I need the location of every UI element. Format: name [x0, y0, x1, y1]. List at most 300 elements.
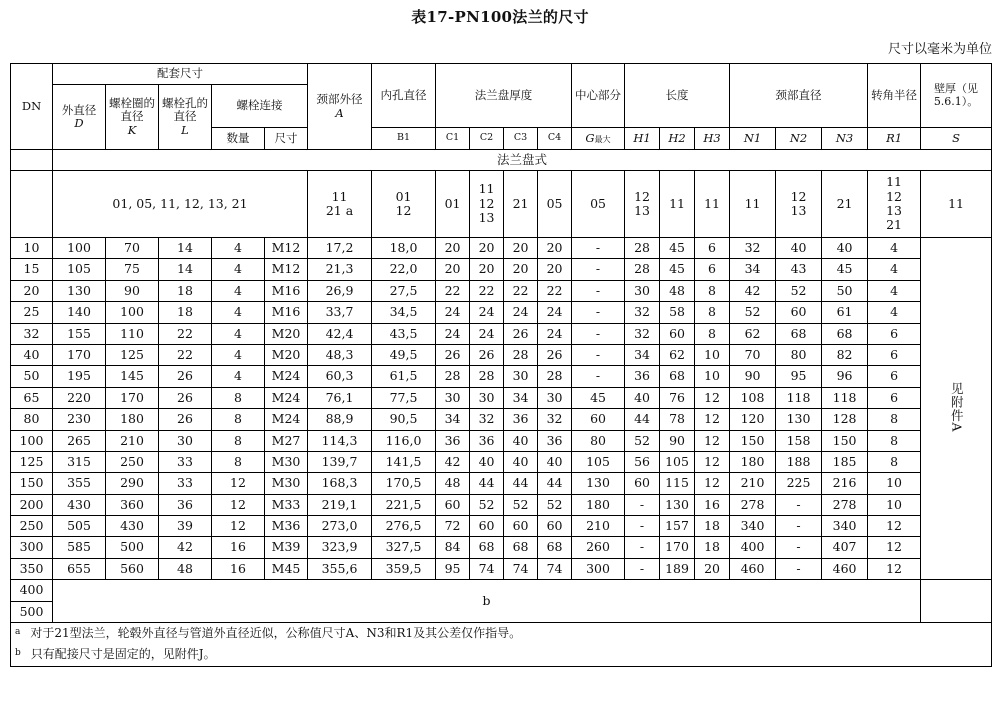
- value-cell: 6: [695, 259, 730, 280]
- value-cell: -: [572, 302, 625, 323]
- value-cell: 80: [572, 430, 625, 451]
- value-cell: 61: [822, 302, 868, 323]
- value-cell: 118: [822, 387, 868, 408]
- value-cell: M16: [265, 280, 308, 301]
- value-cell: 24: [504, 302, 538, 323]
- types-c2: [470, 171, 504, 238]
- value-cell: -: [625, 516, 660, 537]
- value-cell: 30: [625, 280, 660, 301]
- value-cell: M30: [265, 473, 308, 494]
- value-cell: 430: [106, 516, 159, 537]
- value-cell: 40: [538, 451, 572, 472]
- value-cell: 30: [470, 387, 504, 408]
- footnote-b-mark: b: [15, 648, 21, 659]
- value-cell: M24: [265, 409, 308, 430]
- value-cell: 36: [470, 430, 504, 451]
- wall-see-annex-a: [921, 238, 992, 580]
- value-cell: 70: [730, 344, 776, 365]
- table-row: [11, 494, 992, 515]
- h1-header: H1: [625, 128, 660, 150]
- bolt-circle-sym: K: [127, 122, 137, 137]
- value-cell: 60: [572, 409, 625, 430]
- value-cell: 26: [159, 387, 212, 408]
- value-cell: 20: [504, 238, 538, 259]
- value-cell: 78: [660, 409, 695, 430]
- value-cell: 34,5: [372, 302, 436, 323]
- value-cell: 8: [212, 451, 265, 472]
- value-cell: 40: [625, 387, 660, 408]
- footnote-a-text: 对于21型法兰，轮毂外直径与管道外直径近似，公称值尺寸A、N3和R1及其公差仅作指导。: [30, 625, 522, 640]
- value-cell: 116,0: [372, 430, 436, 451]
- value-cell: 430: [53, 494, 106, 515]
- neck-od-header: [308, 64, 372, 150]
- value-cell: 42,4: [308, 323, 372, 344]
- value-cell: 40: [504, 430, 538, 451]
- value-cell: 90: [660, 430, 695, 451]
- value-cell: 108: [730, 387, 776, 408]
- types-n2-1: 12: [790, 188, 807, 204]
- value-cell: 216: [822, 473, 868, 494]
- value-cell: 340: [730, 516, 776, 537]
- value-cell: 225: [776, 473, 822, 494]
- center-sym-sub: 最大: [594, 134, 611, 144]
- value-cell: 4: [212, 302, 265, 323]
- value-cell: 120: [730, 409, 776, 430]
- value-cell: 50: [822, 280, 868, 301]
- unit-note: 尺寸以毫米为单位: [887, 42, 992, 57]
- value-cell: 96: [822, 366, 868, 387]
- wall-header: 壁厚（见5.6.1）。: [921, 64, 992, 128]
- value-cell: 16: [695, 494, 730, 515]
- types-n3: 21: [822, 171, 868, 238]
- center-sym: [572, 128, 625, 150]
- value-cell: 260: [572, 537, 625, 558]
- h3-header: H3: [695, 128, 730, 150]
- types-bore-2: 12: [395, 203, 412, 218]
- value-cell: 32: [730, 238, 776, 259]
- outer-diameter-label: 外直径: [61, 102, 97, 117]
- table-row: [11, 558, 992, 579]
- value-cell: 33: [159, 473, 212, 494]
- value-cell: 655: [53, 558, 106, 579]
- value-cell: M39: [265, 537, 308, 558]
- value-cell: M24: [265, 366, 308, 387]
- value-cell: 44: [625, 409, 660, 430]
- value-cell: 36: [159, 494, 212, 515]
- value-cell: 26: [159, 366, 212, 387]
- table-row: [11, 451, 992, 472]
- value-cell: 110: [106, 323, 159, 344]
- table-row: [11, 280, 992, 301]
- value-cell: 170: [53, 344, 106, 365]
- types-n1: 11: [730, 171, 776, 238]
- value-cell: 278: [730, 494, 776, 515]
- center-header: 中心部分: [572, 64, 625, 128]
- footnote-b-row: [11, 645, 992, 667]
- value-cell: 355: [53, 473, 106, 494]
- value-cell: 460: [730, 558, 776, 579]
- value-cell: -: [625, 537, 660, 558]
- value-cell: 18: [695, 516, 730, 537]
- value-cell: 265: [53, 430, 106, 451]
- value-cell: 44: [538, 473, 572, 494]
- neck-diameter-header: 颈部直径: [730, 64, 868, 128]
- value-cell: 210: [730, 473, 776, 494]
- value-cell: 74: [538, 558, 572, 579]
- value-cell: 88,9: [308, 409, 372, 430]
- value-cell: 42: [730, 280, 776, 301]
- value-cell: 460: [822, 558, 868, 579]
- value-cell: 68: [822, 323, 868, 344]
- value-cell: 72: [436, 516, 470, 537]
- outer-diameter-header: [53, 85, 106, 150]
- value-cell: 49,5: [372, 344, 436, 365]
- value-cell: 43: [776, 259, 822, 280]
- value-cell: 180: [730, 451, 776, 472]
- value-cell: 360: [106, 494, 159, 515]
- value-cell: 30: [504, 366, 538, 387]
- dn-header: DN: [11, 64, 53, 150]
- value-cell: 70: [106, 238, 159, 259]
- value-cell: 4: [212, 238, 265, 259]
- value-cell: 6: [868, 344, 921, 365]
- value-cell: -: [776, 558, 822, 579]
- value-cell: 21,3: [308, 259, 372, 280]
- value-cell: 114,3: [308, 430, 372, 451]
- dn-cell: 150: [11, 473, 53, 494]
- table-row: [11, 302, 992, 323]
- value-cell: 250: [106, 451, 159, 472]
- types-c2-1: 11: [478, 181, 495, 197]
- value-cell: 40: [776, 238, 822, 259]
- value-cell: 20: [470, 259, 504, 280]
- value-cell: 125: [106, 344, 159, 365]
- value-cell: -: [776, 494, 822, 515]
- value-cell: 20: [436, 238, 470, 259]
- value-cell: 27,5: [372, 280, 436, 301]
- value-cell: 20: [504, 259, 538, 280]
- value-cell: 4: [212, 366, 265, 387]
- value-cell: 36: [538, 430, 572, 451]
- bore-header: 内孔直径: [372, 64, 436, 128]
- value-cell: 14: [159, 259, 212, 280]
- value-cell: 158: [776, 430, 822, 451]
- value-cell: 26: [538, 344, 572, 365]
- value-cell: 189: [660, 558, 695, 579]
- value-cell: 61,5: [372, 366, 436, 387]
- types-r1-3: 13: [886, 203, 903, 218]
- value-cell: 278: [822, 494, 868, 515]
- dn-cell: 65: [11, 387, 53, 408]
- value-cell: 4: [212, 323, 265, 344]
- value-cell: 4: [212, 259, 265, 280]
- value-cell: 28: [470, 366, 504, 387]
- value-cell: 210: [106, 430, 159, 451]
- value-cell: 6: [695, 238, 730, 259]
- value-cell: 39: [159, 516, 212, 537]
- value-cell: 355,6: [308, 558, 372, 579]
- flange-thickness-header: 法兰盘厚度: [436, 64, 572, 128]
- table-row: [11, 323, 992, 344]
- value-cell: 22: [159, 323, 212, 344]
- footnote-a: [11, 623, 992, 645]
- types-neck-2-val: 21: [325, 203, 342, 218]
- value-cell: 68: [538, 537, 572, 558]
- value-cell: 8: [695, 302, 730, 323]
- value-cell: 24: [436, 323, 470, 344]
- value-cell: 6: [868, 387, 921, 408]
- value-cell: 68: [776, 323, 822, 344]
- value-cell: 42: [159, 537, 212, 558]
- value-cell: 18,0: [372, 238, 436, 259]
- value-cell: 75: [106, 259, 159, 280]
- types-c2-3: 13: [478, 210, 495, 226]
- table-row: [11, 387, 992, 408]
- value-cell: 180: [572, 494, 625, 515]
- value-cell: 100: [106, 302, 159, 323]
- value-cell: 52: [730, 302, 776, 323]
- value-cell: 170: [660, 537, 695, 558]
- value-cell: 185: [822, 451, 868, 472]
- value-cell: 505: [53, 516, 106, 537]
- value-cell: 28: [625, 238, 660, 259]
- neck-od-sym: A: [335, 105, 344, 120]
- value-cell: 20: [470, 238, 504, 259]
- types-h1-2: 13: [634, 203, 650, 218]
- value-cell: 290: [106, 473, 159, 494]
- value-cell: 155: [53, 323, 106, 344]
- value-cell: M12: [265, 238, 308, 259]
- value-cell: 150: [822, 430, 868, 451]
- value-cell: 95: [776, 366, 822, 387]
- value-cell: -: [572, 323, 625, 344]
- value-cell: 12: [212, 516, 265, 537]
- h2-header: H2: [660, 128, 695, 150]
- value-cell: 95: [436, 558, 470, 579]
- dn-type-codes-spacer: [11, 171, 53, 238]
- value-cell: 12: [212, 494, 265, 515]
- value-cell: 170,5: [372, 473, 436, 494]
- value-cell: 300: [572, 558, 625, 579]
- value-cell: 16: [212, 537, 265, 558]
- dn-cell: 40: [11, 344, 53, 365]
- value-cell: 33,7: [308, 302, 372, 323]
- value-cell: 24: [538, 323, 572, 344]
- footnote-b: [11, 645, 992, 667]
- value-cell: 32: [538, 409, 572, 430]
- value-cell: 8: [212, 430, 265, 451]
- value-cell: 100: [53, 238, 106, 259]
- types-h1-1: 12: [634, 188, 650, 204]
- value-cell: 6: [868, 323, 921, 344]
- value-cell: 585: [53, 537, 106, 558]
- value-cell: 22,0: [372, 259, 436, 280]
- r1-header: R1: [868, 128, 921, 150]
- table-row: [11, 409, 992, 430]
- value-cell: 130: [572, 473, 625, 494]
- value-cell: 273,0: [308, 516, 372, 537]
- value-cell: 30: [159, 430, 212, 451]
- value-cell: 26: [436, 344, 470, 365]
- value-cell: 90: [106, 280, 159, 301]
- flange-type-header: 法兰盘式: [53, 150, 992, 171]
- dn-cell: 32: [11, 323, 53, 344]
- value-cell: 210: [572, 516, 625, 537]
- table-row: [11, 516, 992, 537]
- value-cell: 180: [106, 409, 159, 430]
- value-cell: 36: [504, 409, 538, 430]
- bolt-connection-header: 螺栓连接: [212, 85, 308, 128]
- value-cell: 14: [159, 238, 212, 259]
- dn-cell: 200: [11, 494, 53, 515]
- dn-cell: 50: [11, 366, 53, 387]
- value-cell: 276,5: [372, 516, 436, 537]
- value-cell: 130: [53, 280, 106, 301]
- value-cell: 115: [660, 473, 695, 494]
- c3-header: C3: [504, 128, 538, 150]
- value-cell: 26: [504, 323, 538, 344]
- value-cell: M12: [265, 259, 308, 280]
- value-cell: 22: [504, 280, 538, 301]
- value-cell: 36: [625, 366, 660, 387]
- value-cell: 22: [436, 280, 470, 301]
- value-cell: 52: [538, 494, 572, 515]
- types-c1: 01: [436, 171, 470, 238]
- bolt-hole-label: 螺栓孔的直径: [162, 96, 208, 124]
- table-row: [11, 238, 992, 259]
- value-cell: 340: [822, 516, 868, 537]
- dn-400: 400: [11, 580, 53, 601]
- value-cell: 26: [159, 409, 212, 430]
- value-cell: 74: [470, 558, 504, 579]
- value-cell: 56: [625, 451, 660, 472]
- value-cell: 33: [159, 451, 212, 472]
- value-cell: 52: [470, 494, 504, 515]
- table-row: [11, 430, 992, 451]
- value-cell: M30: [265, 451, 308, 472]
- value-cell: 10: [695, 366, 730, 387]
- flange-dimension-table: [10, 63, 992, 667]
- value-cell: 130: [776, 409, 822, 430]
- dn-cell: 10: [11, 238, 53, 259]
- dn-cell: 250: [11, 516, 53, 537]
- dn-cell: 125: [11, 451, 53, 472]
- table-row: [11, 259, 992, 280]
- value-cell: 500: [106, 537, 159, 558]
- value-cell: 32: [625, 323, 660, 344]
- dn-cell: 20: [11, 280, 53, 301]
- value-cell: 230: [53, 409, 106, 430]
- value-cell: 188: [776, 451, 822, 472]
- value-cell: 157: [660, 516, 695, 537]
- dn-cell: 15: [11, 259, 53, 280]
- value-cell: 62: [730, 323, 776, 344]
- type-codes-row: [11, 171, 992, 238]
- dn-cell: 25: [11, 302, 53, 323]
- value-cell: 12: [695, 387, 730, 408]
- value-cell: 28: [504, 344, 538, 365]
- value-cell: 8: [695, 280, 730, 301]
- mating-group-header: 配套尺寸: [53, 64, 308, 85]
- value-cell: 45: [660, 238, 695, 259]
- value-cell: M33: [265, 494, 308, 515]
- value-cell: 8: [868, 451, 921, 472]
- bolt-size-header: 尺寸: [265, 128, 308, 150]
- dn-500: 500: [11, 601, 53, 622]
- value-cell: 60: [436, 494, 470, 515]
- value-cell: 168,3: [308, 473, 372, 494]
- value-cell: 8: [868, 409, 921, 430]
- value-cell: 84: [436, 537, 470, 558]
- value-cell: 195: [53, 366, 106, 387]
- value-cell: 48: [436, 473, 470, 494]
- value-cell: 12: [695, 451, 730, 472]
- value-cell: 30: [538, 387, 572, 408]
- value-cell: 52: [625, 430, 660, 451]
- value-cell: 407: [822, 537, 868, 558]
- value-cell: 48: [159, 558, 212, 579]
- value-cell: -: [776, 537, 822, 558]
- value-cell: 34: [436, 409, 470, 430]
- value-cell: -: [625, 558, 660, 579]
- value-cell: 10: [695, 344, 730, 365]
- types-c3: 21: [504, 171, 538, 238]
- value-cell: 74: [504, 558, 538, 579]
- value-cell: 24: [436, 302, 470, 323]
- header-row-1: [11, 64, 992, 85]
- value-cell: 18: [695, 537, 730, 558]
- table-row: [11, 473, 992, 494]
- value-cell: 8: [212, 387, 265, 408]
- types-r1-4: 21: [886, 217, 903, 233]
- value-cell: M20: [265, 344, 308, 365]
- value-cell: -: [572, 259, 625, 280]
- value-cell: 40: [822, 238, 868, 259]
- value-cell: -: [572, 238, 625, 259]
- value-cell: 359,5: [372, 558, 436, 579]
- length-header: 长度: [625, 64, 730, 128]
- value-cell: 4: [868, 280, 921, 301]
- types-h2: 11: [660, 171, 695, 238]
- neck-od-label: 颈部外径: [316, 92, 363, 107]
- value-cell: 24: [470, 302, 504, 323]
- value-cell: 560: [106, 558, 159, 579]
- value-cell: 58: [660, 302, 695, 323]
- extra-note-b: b: [53, 580, 921, 623]
- value-cell: 323,9: [308, 537, 372, 558]
- value-cell: 52: [776, 280, 822, 301]
- value-cell: M36: [265, 516, 308, 537]
- value-cell: 34: [625, 344, 660, 365]
- value-cell: 4: [868, 302, 921, 323]
- value-cell: 139,7: [308, 451, 372, 472]
- value-cell: 12: [695, 430, 730, 451]
- value-cell: 20: [538, 259, 572, 280]
- types-g: 05: [572, 171, 625, 238]
- value-cell: 90,5: [372, 409, 436, 430]
- bolt-circle-header: [106, 85, 159, 150]
- value-cell: 48: [660, 280, 695, 301]
- n3-header: N3: [822, 128, 868, 150]
- n1-header: N1: [730, 128, 776, 150]
- types-r1-2: 12: [886, 188, 903, 204]
- value-cell: 221,5: [372, 494, 436, 515]
- types-s: 11: [921, 171, 992, 238]
- types-h3: 11: [695, 171, 730, 238]
- value-cell: 4: [868, 238, 921, 259]
- value-cell: 45: [572, 387, 625, 408]
- footnote-a-row: [11, 623, 992, 645]
